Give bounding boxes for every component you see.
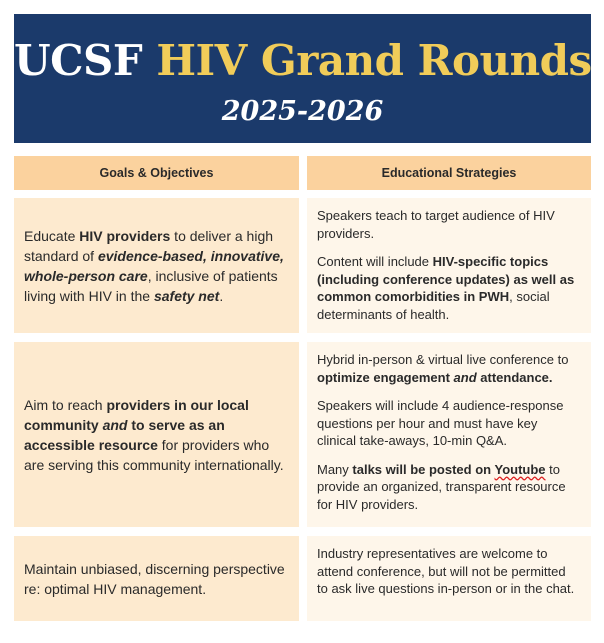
strategy-paragraph	[317, 397, 579, 450]
title-series: HIV Grand Rounds	[156, 36, 592, 85]
goal-cell-2	[14, 342, 299, 527]
text-run: attendance.	[476, 369, 553, 385]
text-run: , social determinants of health.	[317, 289, 550, 322]
goals-column-header: Goals & Objectives	[14, 156, 299, 190]
strategy-cell-3	[307, 536, 591, 621]
text-run: Youtube	[494, 461, 546, 477]
text-run: to provide an organized, transparent resource for HIV providers.	[317, 461, 566, 512]
title-banner	[14, 14, 591, 143]
text-run: , inclusive of patients living with HIV in the	[24, 267, 278, 304]
text-run: Many	[317, 461, 353, 477]
text-run: to serve as an accessible resource	[24, 416, 225, 453]
text-run: HIV providers	[79, 227, 171, 244]
text-run: evidence-based, innovative, whole-person care	[24, 247, 284, 284]
strategy-paragraph	[317, 545, 579, 598]
goal-text	[24, 395, 285, 475]
text-run: and	[453, 369, 477, 385]
text-run: providers in our local community	[24, 396, 249, 433]
strategy-paragraph	[317, 351, 579, 386]
text-run: and	[102, 416, 128, 433]
strategy-cell-2	[307, 342, 591, 527]
text-run: Maintain unbiased, discerning perspective re: optimal HIV management.	[24, 560, 285, 597]
goal-cell-1	[14, 198, 299, 333]
text-run: safety net	[153, 287, 220, 304]
title-org: UCSF	[14, 36, 143, 85]
strategies-column-header: Educational Strategies	[307, 156, 591, 190]
text-run: Speakers teach to target audience of HIV providers.	[317, 208, 555, 241]
goal-text	[24, 226, 285, 306]
text-run: Speakers will include 4 audience-response questions per hour and must have key clinical take-aways, 10-min Q&A.	[317, 398, 564, 448]
text-run: for providers who are serving this community internationally.	[24, 436, 284, 473]
page-title	[14, 36, 592, 85]
goal-text	[24, 559, 285, 599]
text-run: talks will be posted on	[352, 461, 495, 477]
strategy-paragraph	[317, 253, 579, 323]
strategy-paragraph	[317, 461, 579, 514]
text-run: optimize engagement	[317, 369, 454, 385]
text-run: to deliver a high standard of	[24, 227, 274, 264]
text-run: Content will include	[317, 254, 433, 269]
text-run: Hybrid in-person & virtual live conference to	[317, 352, 569, 367]
text-run: Aim to reach	[24, 396, 107, 413]
text-run: HIV-specific topics (including conference updates) as well as common comorbidities in PWH	[317, 254, 575, 304]
strategy-cell-1	[307, 198, 591, 333]
page-subtitle: 2025-2026	[221, 96, 384, 127]
goal-cell-3	[14, 536, 299, 621]
text-run: Industry representatives are welcome to attend conference, but will not be permitted to ask live questions in-person or in the chat.	[317, 546, 575, 596]
text-run: Educate	[24, 227, 80, 244]
strategy-paragraph	[317, 207, 579, 242]
text-run: .	[219, 287, 224, 304]
